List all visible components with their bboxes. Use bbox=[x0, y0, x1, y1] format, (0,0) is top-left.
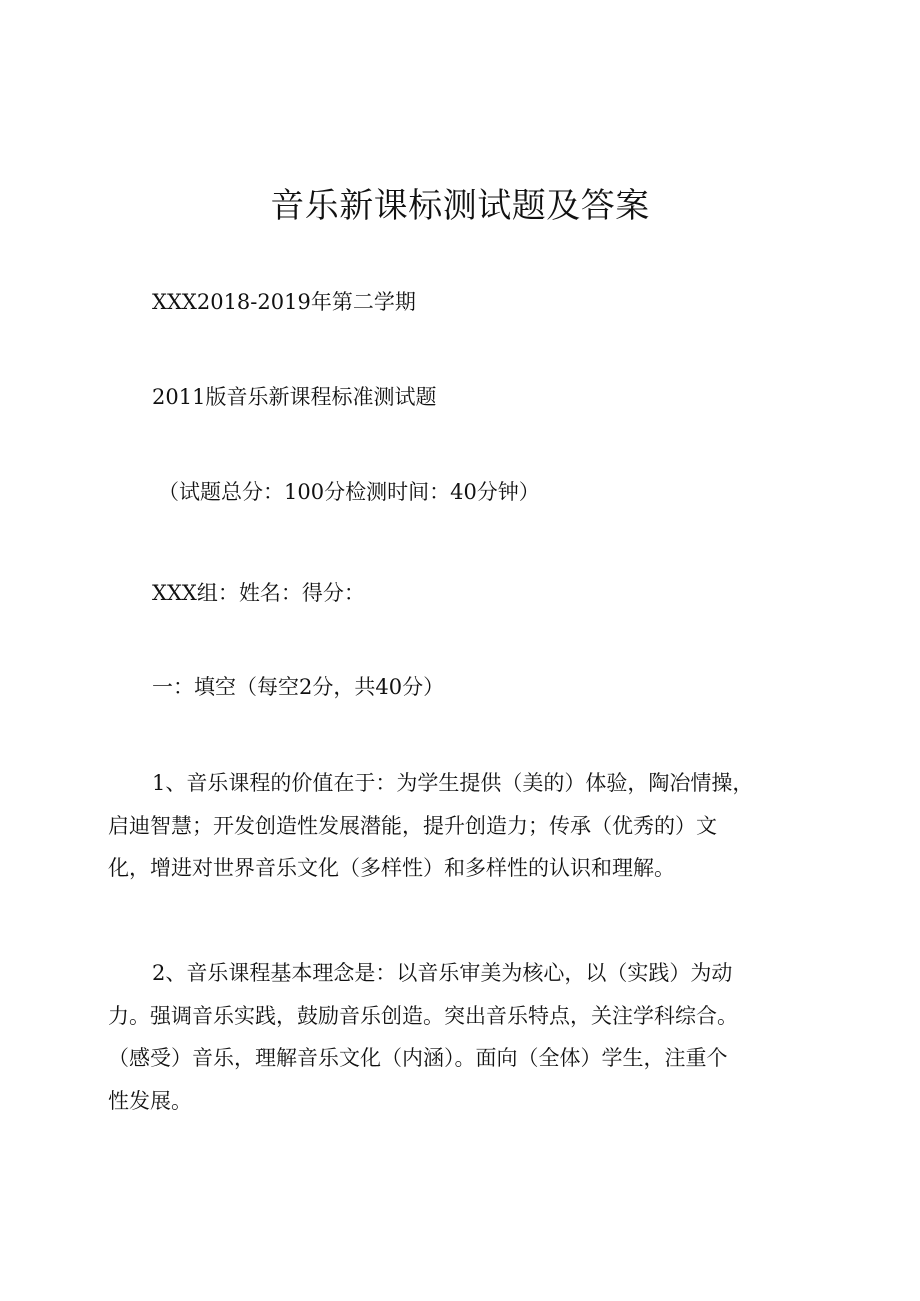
question-2-line: 力。强调音乐实践，鼓励音乐创造。突出音乐特点，关注学科综合。 bbox=[108, 1003, 738, 1028]
question-2 bbox=[108, 952, 808, 1122]
subtitle-line: 2011版音乐新课程标准测试题 bbox=[152, 385, 437, 409]
exam-info-line: （试题总分：100分检测时间：40分钟） bbox=[158, 480, 540, 504]
question-2-line: 2、音乐课程基本理念是：以音乐审美为核心，以（实践）为动 bbox=[152, 961, 733, 985]
question-1-line: 1、音乐课程的价值在于：为学生提供（美的）体验，陶冶情操， bbox=[152, 771, 754, 795]
question-1 bbox=[108, 762, 808, 890]
term-line: XXX2018-2019年第二学期 bbox=[152, 290, 416, 314]
question-2-line: 性发展。 bbox=[108, 1088, 192, 1113]
name-score-line: XXX组：姓名：得分： bbox=[152, 581, 365, 605]
question-1-line: 化，增进对世界音乐文化（多样性）和多样性的认识和理解。 bbox=[108, 856, 675, 880]
section-heading: 一：填空（每空2分，共40分） bbox=[152, 675, 445, 699]
question-2-line: （感受）音乐，理解音乐文化（内涵）。面向（全体）学生，注重个 bbox=[108, 1046, 728, 1070]
question-1-line: 启迪智慧；开发创造性发展潜能，提升创造力；传承（优秀的）文 bbox=[108, 813, 717, 838]
document-title: 音乐新课标测试题及答案 bbox=[270, 186, 650, 226]
